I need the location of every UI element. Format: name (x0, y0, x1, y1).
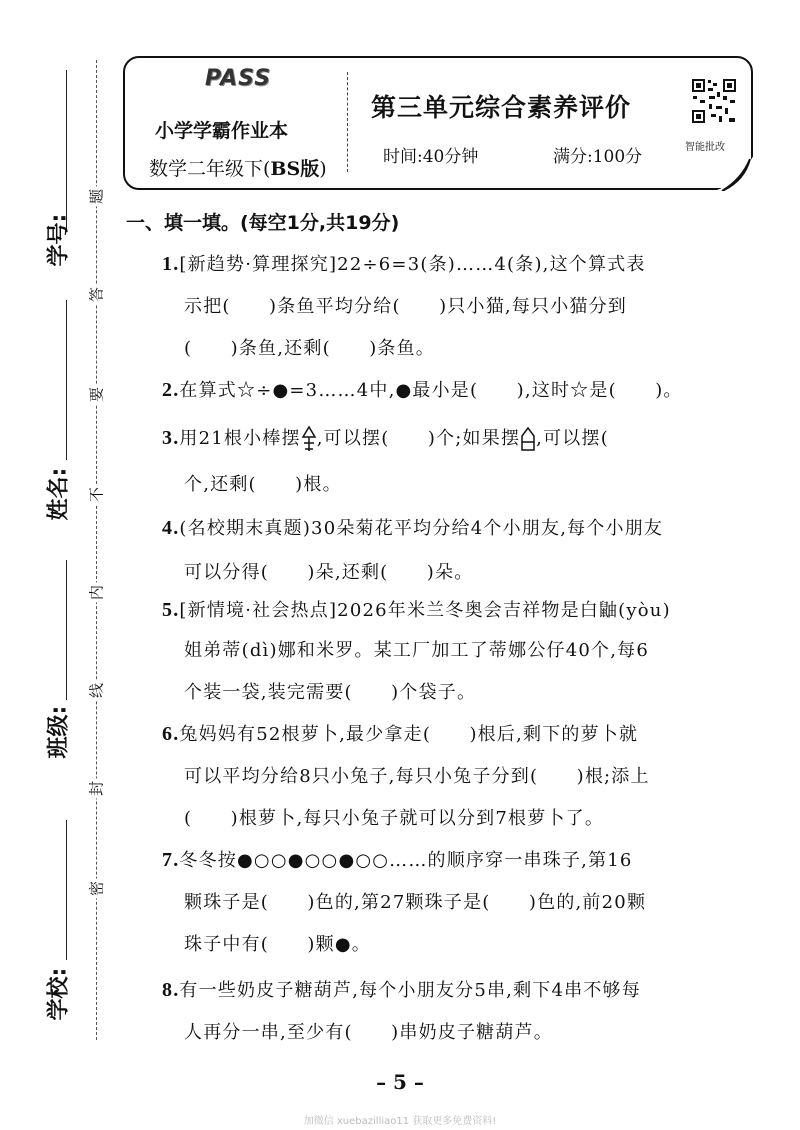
question-6-line: 可以平均分给8只小兔子,每只小兔子分到( )根;添上 (184, 766, 650, 787)
question-2: 2.在算式☆÷●=3……4中,●最小是( ),这时☆是( )。 (162, 379, 683, 401)
qr-code-icon[interactable] (691, 78, 737, 124)
header-divider (347, 72, 348, 172)
school-line (66, 820, 67, 960)
question-4: 4.(名校期末真题)30朵菊花平均分给4个小朋友,每个小朋友 (162, 517, 664, 539)
seal-char: 封 (86, 779, 107, 799)
full-score: 满分:100分 (553, 147, 643, 167)
question-4-line: 可以分得( )朵,还剩( )朵。 (184, 562, 474, 583)
seal-char: 密 (86, 879, 107, 899)
stick-figure-house-icon (520, 426, 536, 452)
pass-logo: PASS (205, 66, 272, 91)
school-label: 学校: (46, 967, 72, 1021)
page-curl-icon (714, 155, 754, 191)
question-6-line: ( )根萝卜,每只小兔子就可以分到7根萝卜了。 (184, 808, 605, 829)
binding-strip (0, 0, 112, 1130)
class-label: 班级: (46, 705, 72, 759)
question-8: 8.有一些奶皮子糖葫芦,每个小朋友分5串,剩下4串不够每 (162, 979, 641, 1001)
time-limit: 时间:40分钟 (383, 147, 479, 167)
question-7: 7.冬冬按●○○●○○●○○……的顺序穿一串珠子,第16 (162, 849, 633, 871)
question-5: 5.[新情境·社会热点]2026年米兰冬奥会吉祥物是白鼬(yòu) (162, 599, 671, 621)
question-3-line: 个,还剩( )根。 (184, 474, 342, 495)
class-line (66, 560, 67, 700)
name-line (66, 300, 67, 460)
page-number: – 5 – (376, 1070, 424, 1094)
seal-char: 线 (86, 681, 107, 701)
seal-char: 题 (86, 187, 107, 207)
header-box (123, 56, 753, 190)
seal-char: 答 (86, 285, 107, 305)
grade-label: 数学二年级下(BS版) (149, 158, 327, 180)
question-8-line: 人再分一串,至少有( )串奶皮子糖葫芦。 (184, 1022, 553, 1043)
page-title: 第三单元综合素养评价 (371, 93, 632, 122)
question-1-line: ( )条鱼,还剩( )条鱼。 (184, 338, 436, 359)
question-1: 1.[新趋势·算理探究]22÷6=3(条)……4(条),这个算式表 (162, 253, 646, 275)
stick-figure-arrow-icon (301, 425, 317, 453)
question-7-line: 珠子中有( )颗●。 (184, 934, 371, 955)
qr-caption: 智能批改 (685, 142, 725, 153)
watermark-text: 加微信 xuebazilliao11 获取更多免费资料! (303, 1116, 497, 1127)
seal-char: 要 (86, 385, 107, 405)
question-7-line: 颗珠子是( )色的,第27颗珠子是( )色的,前20颗 (184, 892, 647, 913)
question-1-line: 示把( )条鱼平均分给( )只小猫,每只小猫分到 (184, 296, 628, 317)
question-5-line: 个装一袋,装完需要( )个袋子。 (184, 682, 477, 703)
section-heading: 一、填一填。(每空1分,共19分) (126, 212, 400, 234)
question-5-line: 姐弟蒂(dì)娜和米罗。某工厂加工了蒂娜公仔40个,每6 (184, 640, 650, 661)
name-label: 姓名: (46, 467, 72, 521)
student-id-line (66, 70, 67, 230)
brand-name: 小学学霸作业本 (155, 120, 289, 142)
question-6: 6.兔妈妈有52根萝卜,最少拿走( )根后,剩下的萝卜就 (162, 723, 639, 745)
question-3: 3.用21根小棒摆 ,可以摆( )个;如果摆 ,可以摆( (162, 424, 647, 453)
seal-char: 不 (86, 485, 107, 505)
seal-char: 内 (86, 583, 107, 603)
student-id-label: 学号: (46, 213, 72, 267)
